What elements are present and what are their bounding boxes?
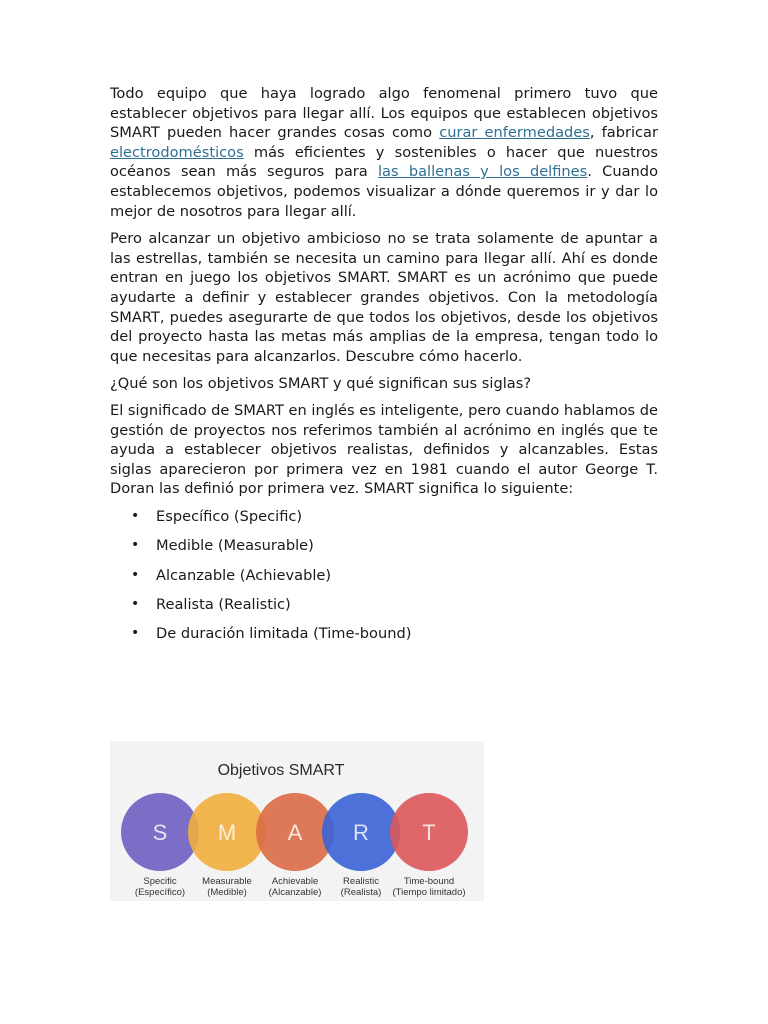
smart-objectives-image <box>110 741 484 901</box>
circle-m-label-en: Measurable <box>202 876 252 887</box>
bullet-icon: • <box>131 507 140 524</box>
smart-list <box>110 507 658 644</box>
circle-r-label-es: (Realista) <box>340 887 382 898</box>
circle-t-label-es: (Tiempo limitado) <box>392 887 466 898</box>
figure-title: Objetivos SMART <box>217 762 345 779</box>
paragraph-text: , fabricar <box>589 124 658 142</box>
circle-s-label-es: (Específico) <box>134 887 186 898</box>
paragraph-text: más eficientes y sostenibles o hacer que nuestros océanos sean más seguros para <box>110 143 658 181</box>
circle-t-label-en: Time-bound <box>403 876 455 887</box>
circle-s-letter: S <box>152 820 168 845</box>
circle-r-letter: R <box>353 820 369 845</box>
circle-a-label-es: (Alcanzable) <box>268 887 322 898</box>
circle-a <box>256 793 334 898</box>
bullet-icon: • <box>131 566 140 583</box>
link-curar-enfermedades[interactable]: curar enfermedades <box>439 124 590 142</box>
list-item-text: Específico (Specific) <box>156 507 303 525</box>
circle-m-label-es: (Medible) <box>207 887 247 898</box>
circle-t <box>390 793 468 898</box>
paragraph-ambitious-goal: Pero alcanzar un objetivo ambicioso no se trata solamente de apuntar a las estrellas, también se necesita un camino para llegar allí. Ahí es donde entran en juego los objetivos SMART. SMART es un acrónimo que puede ayudarte a definir y establecer grandes objetivos. Con la metodología SMART, puedes asegurarte de que todos los objetivos, desde los objetivos del proyecto hasta las metas más amplias de la empresa, tengan todo lo que necesitas para alcanzarlos. Descubre cómo hacerlo. <box>110 230 658 365</box>
list-item-text: De duración limitada (Time-bound) <box>156 625 412 643</box>
paragraph-text: . Cuando establecemos objetivos, podemos visualizar a dónde queremos ir y dar lo mejor de nosotros para llegar allí. <box>110 163 658 220</box>
list-item <box>110 566 658 586</box>
circle-a-label-en: Achievable <box>271 876 319 887</box>
circle-s <box>121 793 199 898</box>
link-electrodomesticos[interactable]: electrodomésticos <box>110 143 244 161</box>
circle-r <box>322 793 400 898</box>
paragraph-smart-meaning: El significado de SMART en inglés es inteligente, pero cuando hablamos de gestión de proyectos nos referimos también al acrónimo en inglés que te ayuda a establecer objetivos realistas, definidos y alcanzables. Estas siglas aparecieron por primera vez en 1981 cuando el autor George T. Doran las definió por primera vez. SMART significa lo siguiente: <box>110 401 658 498</box>
list-item-text: Realista (Realistic) <box>156 596 291 614</box>
bullet-icon: • <box>131 537 140 554</box>
link-ballenas-delfines[interactable]: las ballenas y los delfines <box>377 163 588 181</box>
list-item <box>110 536 658 556</box>
list-item <box>110 507 658 527</box>
circle-r-label-en: Realistic <box>343 876 379 887</box>
list-item-text: Medible (Measurable) <box>156 537 314 555</box>
document-body <box>110 84 658 654</box>
circle-m <box>188 793 266 898</box>
paragraph-intro <box>110 84 658 221</box>
list-item-text: Alcanzable (Achievable) <box>156 566 332 584</box>
bullet-icon: • <box>131 596 140 613</box>
list-item <box>110 595 658 615</box>
list-item <box>110 624 658 644</box>
circle-m-letter: M <box>217 820 237 845</box>
circle-s-label-en: Specific <box>143 876 177 887</box>
circle-t-letter: T <box>422 820 436 845</box>
circle-a-letter: A <box>287 820 303 845</box>
paragraph-text: Todo equipo que haya logrado algo fenomenal primero tuvo que establecer objetivos para llegar allí. Los equipos que establecen objetivos SMART pueden hacer grandes cosas como <box>110 85 658 142</box>
bullet-icon: • <box>131 625 140 642</box>
section-heading: ¿Qué son los objetivos SMART y qué significan sus siglas? <box>110 375 532 393</box>
smart-diagram <box>110 741 484 901</box>
